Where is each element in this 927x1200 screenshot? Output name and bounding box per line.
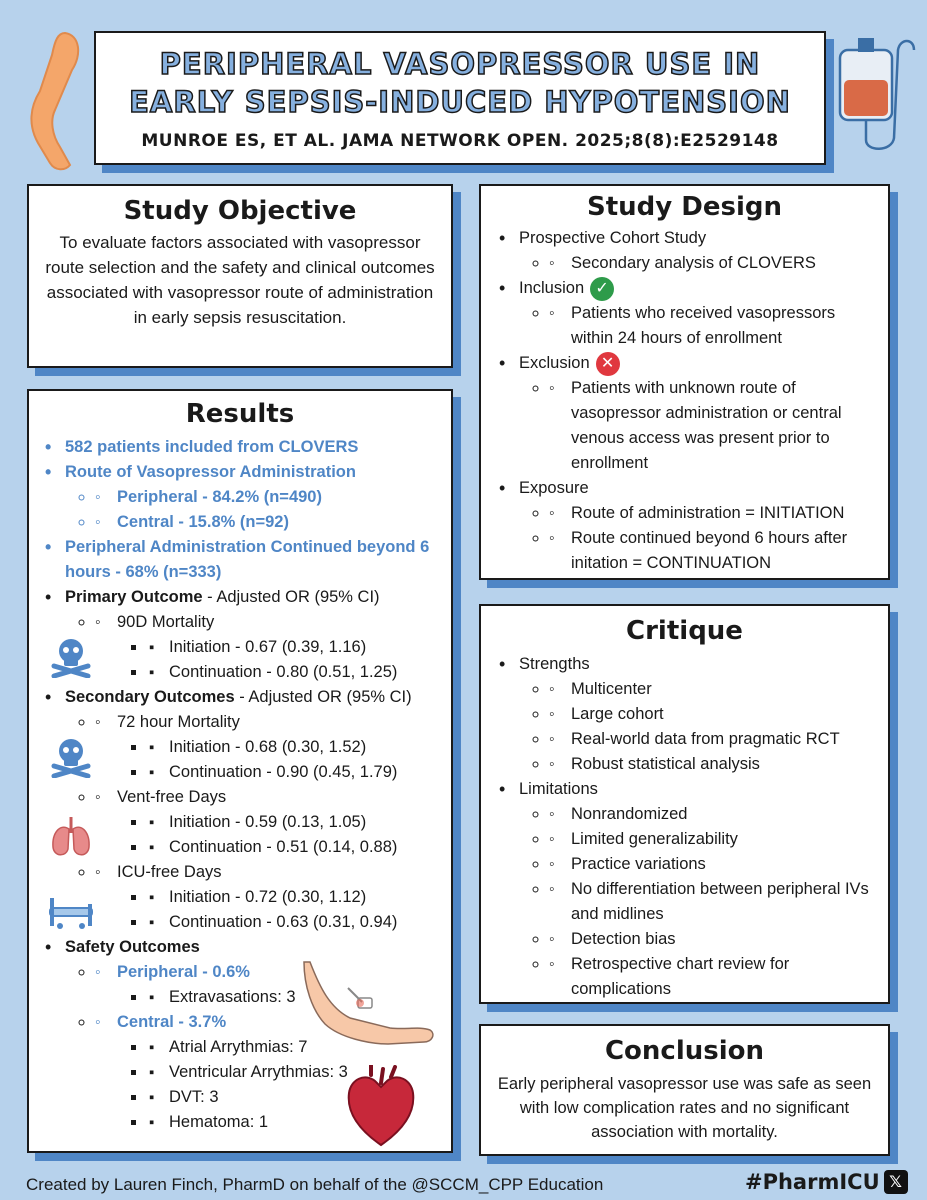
- mort72-continuation: Continuation - 0.90 (0.45, 1.79): [169, 763, 398, 781]
- x-logo-icon[interactable]: 𝕏: [884, 1170, 908, 1194]
- safety-outcomes-label: Safety Outcomes: [65, 938, 200, 956]
- list-item: [549, 702, 878, 727]
- strength-4: Robust statistical analysis: [571, 755, 760, 773]
- list-item: [549, 677, 878, 702]
- list-item: [491, 476, 878, 576]
- list-item: [549, 852, 878, 877]
- list-item: [147, 735, 443, 760]
- mort72-initiation: Initiation - 0.68 (0.30, 1.52): [169, 738, 367, 756]
- results-title: Results: [185, 399, 295, 429]
- icu-continuation: Continuation - 0.63 (0.31, 0.94): [169, 913, 398, 931]
- conclusion-title: Conclusion: [604, 1036, 765, 1066]
- design-cohort: Prospective Cohort Study: [519, 229, 707, 247]
- list-item: [37, 685, 443, 935]
- list-item: [147, 760, 443, 785]
- list-item: [95, 785, 443, 860]
- limitation-3: Practice variations: [571, 855, 706, 873]
- conclusion-panel: [479, 1024, 890, 1156]
- list-item: [491, 777, 878, 1002]
- limitations-label: Limitations: [519, 780, 598, 798]
- mort90-label: 90D Mortality: [117, 613, 215, 631]
- secondary-outcome-rest: - Adjusted OR (95% CI): [234, 688, 412, 706]
- list-item: [549, 727, 878, 752]
- mort90-initiation: Initiation - 0.67 (0.39, 1.16): [169, 638, 367, 656]
- iv-bag-illustration: [832, 30, 922, 160]
- atrial-arrhythmias: Atrial Arrythmias: 7: [169, 1038, 308, 1056]
- hashtag: [745, 1170, 908, 1194]
- study-design-panel: [479, 184, 890, 580]
- list-item: [147, 835, 443, 860]
- list-item: [549, 877, 878, 927]
- title-box: [94, 31, 826, 165]
- results-continued: Peripheral Administration Continued beyond 6 hours - 68% (n=333): [65, 538, 430, 581]
- dvt: DVT: 3: [169, 1088, 219, 1106]
- list-item: [549, 827, 878, 852]
- hashtag-text: #PharmICU: [745, 1170, 880, 1194]
- secondary-outcome-label: Secondary Outcomes: [65, 688, 235, 706]
- ventricular-arrhythmias: Ventricular Arrythmias: 3: [169, 1063, 348, 1081]
- list-item: [491, 226, 878, 276]
- icu-initiation: Initiation - 0.72 (0.30, 1.12): [169, 888, 367, 906]
- design-exposure-sub2: Route continued beyond 6 hours after initation = CONTINUATION: [571, 529, 848, 572]
- list-item: [37, 435, 443, 460]
- list-item: [549, 251, 878, 276]
- list-item: [549, 952, 878, 1002]
- icu-label: ICU-free Days: [117, 863, 222, 881]
- footer-credit: Created by Lauren Finch, PharmD on behalf of the @SCCM_CPP Education: [26, 1175, 604, 1194]
- strength-1: Multicenter: [571, 680, 652, 698]
- list-item: [95, 510, 443, 535]
- design-exposure-sub1: Route of administration = INITIATION: [571, 504, 845, 522]
- heart-illustration: [345, 1065, 417, 1147]
- skull-crossbones-icon: [50, 736, 92, 778]
- list-item: [95, 710, 443, 785]
- list-item: [147, 810, 443, 835]
- vent-label: Vent-free Days: [117, 788, 227, 806]
- limitation-1: Nonrandomized: [571, 805, 688, 823]
- safety-central: Central - 3.7%: [117, 1013, 227, 1031]
- check-circle-icon: ✓: [590, 277, 614, 301]
- citation: MUNROE ES, ET AL. JAMA NETWORK OPEN. 2025;8(8):E2529148: [141, 131, 779, 151]
- critique-title: Critique: [626, 616, 743, 646]
- list-item: [147, 885, 443, 910]
- list-item: [37, 535, 443, 585]
- conclusion-text: Early peripheral vasopressor use was safe as seen with low complication rates and no significant association with mortality.: [497, 1075, 872, 1141]
- strength-3: Real-world data from pragmatic RCT: [571, 730, 840, 748]
- list-item: [37, 460, 443, 535]
- primary-outcome-label: Primary Outcome: [65, 588, 203, 606]
- list-item: [37, 585, 443, 685]
- study-design-title: Study Design: [587, 192, 782, 222]
- limitation-6: Retrospective chart review for complications: [571, 955, 790, 998]
- study-design-list: [491, 226, 878, 576]
- extravasations: Extravasations: 3: [169, 988, 296, 1006]
- design-inclusion-sub: Patients who received vasopressors within 24 hours of enrollment: [571, 304, 836, 347]
- mort90-continuation: Continuation - 0.80 (0.51, 1.25): [169, 663, 398, 681]
- list-item: [549, 301, 878, 351]
- vent-continuation: Continuation - 0.51 (0.14, 0.88): [169, 838, 398, 856]
- list-item: [95, 485, 443, 510]
- limitation-5: Detection bias: [571, 930, 676, 948]
- critique-panel: [479, 604, 890, 1004]
- list-item: [95, 860, 443, 935]
- list-item: [147, 910, 443, 935]
- limitation-4: No differentiation between peripheral IVs and midlines: [571, 880, 869, 923]
- hematoma: Hematoma: 1: [169, 1113, 269, 1131]
- list-item: [491, 351, 878, 476]
- primary-outcome-rest: - Adjusted OR (95% CI): [202, 588, 380, 606]
- skull-crossbones-icon: [50, 636, 92, 678]
- list-item: [549, 376, 878, 476]
- list-item: [549, 802, 878, 827]
- strengths-label: Strengths: [519, 655, 590, 673]
- arm-iv-illustration: [300, 958, 440, 1053]
- list-item: [491, 652, 878, 777]
- study-objective-text: To evaluate factors associated with vasopressor route selection and the safety and clinical outcomes associated with vasopressor route of administration in early sepsis resuscitation.: [45, 233, 435, 327]
- hospital-bed-icon: [46, 894, 96, 930]
- vent-initiation: Initiation - 0.59 (0.13, 1.05): [169, 813, 367, 831]
- design-inclusion: Inclusion: [519, 279, 585, 297]
- safety-peripheral: Peripheral - 0.6%: [117, 963, 250, 981]
- page-title-line1: PERIPHERAL VASOPRESSOR USE IN: [159, 47, 761, 81]
- design-cohort-sub: Secondary analysis of CLOVERS: [571, 254, 816, 272]
- results-peripheral: Peripheral - 84.2% (n=490): [117, 488, 322, 506]
- results-patients: 582 patients included from CLOVERS: [65, 438, 359, 456]
- x-circle-icon: ✕: [596, 352, 620, 376]
- list-item: [147, 660, 443, 685]
- strength-2: Large cohort: [571, 705, 664, 723]
- results-central: Central - 15.8% (n=92): [117, 513, 289, 531]
- list-item: [549, 526, 878, 576]
- lungs-icon: [50, 815, 92, 859]
- list-item: [549, 752, 878, 777]
- critique-list: [491, 652, 878, 1002]
- results-route: Route of Vasopressor Administration: [65, 463, 356, 481]
- list-item: [549, 501, 878, 526]
- study-objective-panel: [27, 184, 453, 368]
- design-exclusion-sub: Patients with unknown route of vasopressor administration or central venous access was present prior to enrollment: [571, 379, 842, 472]
- list-item: [549, 927, 878, 952]
- design-exclusion: Exclusion: [519, 354, 590, 372]
- limitation-2: Limited generalizability: [571, 830, 738, 848]
- arm-illustration: [10, 25, 90, 175]
- study-objective-title: Study Objective: [123, 196, 357, 226]
- list-item: [491, 276, 878, 351]
- design-exposure: Exposure: [519, 479, 589, 497]
- list-item: [147, 635, 443, 660]
- list-item: [95, 610, 443, 685]
- mort72-label: 72 hour Mortality: [117, 713, 240, 731]
- page-title-line2: EARLY SEPSIS-INDUCED HYPOTENSION: [129, 85, 791, 119]
